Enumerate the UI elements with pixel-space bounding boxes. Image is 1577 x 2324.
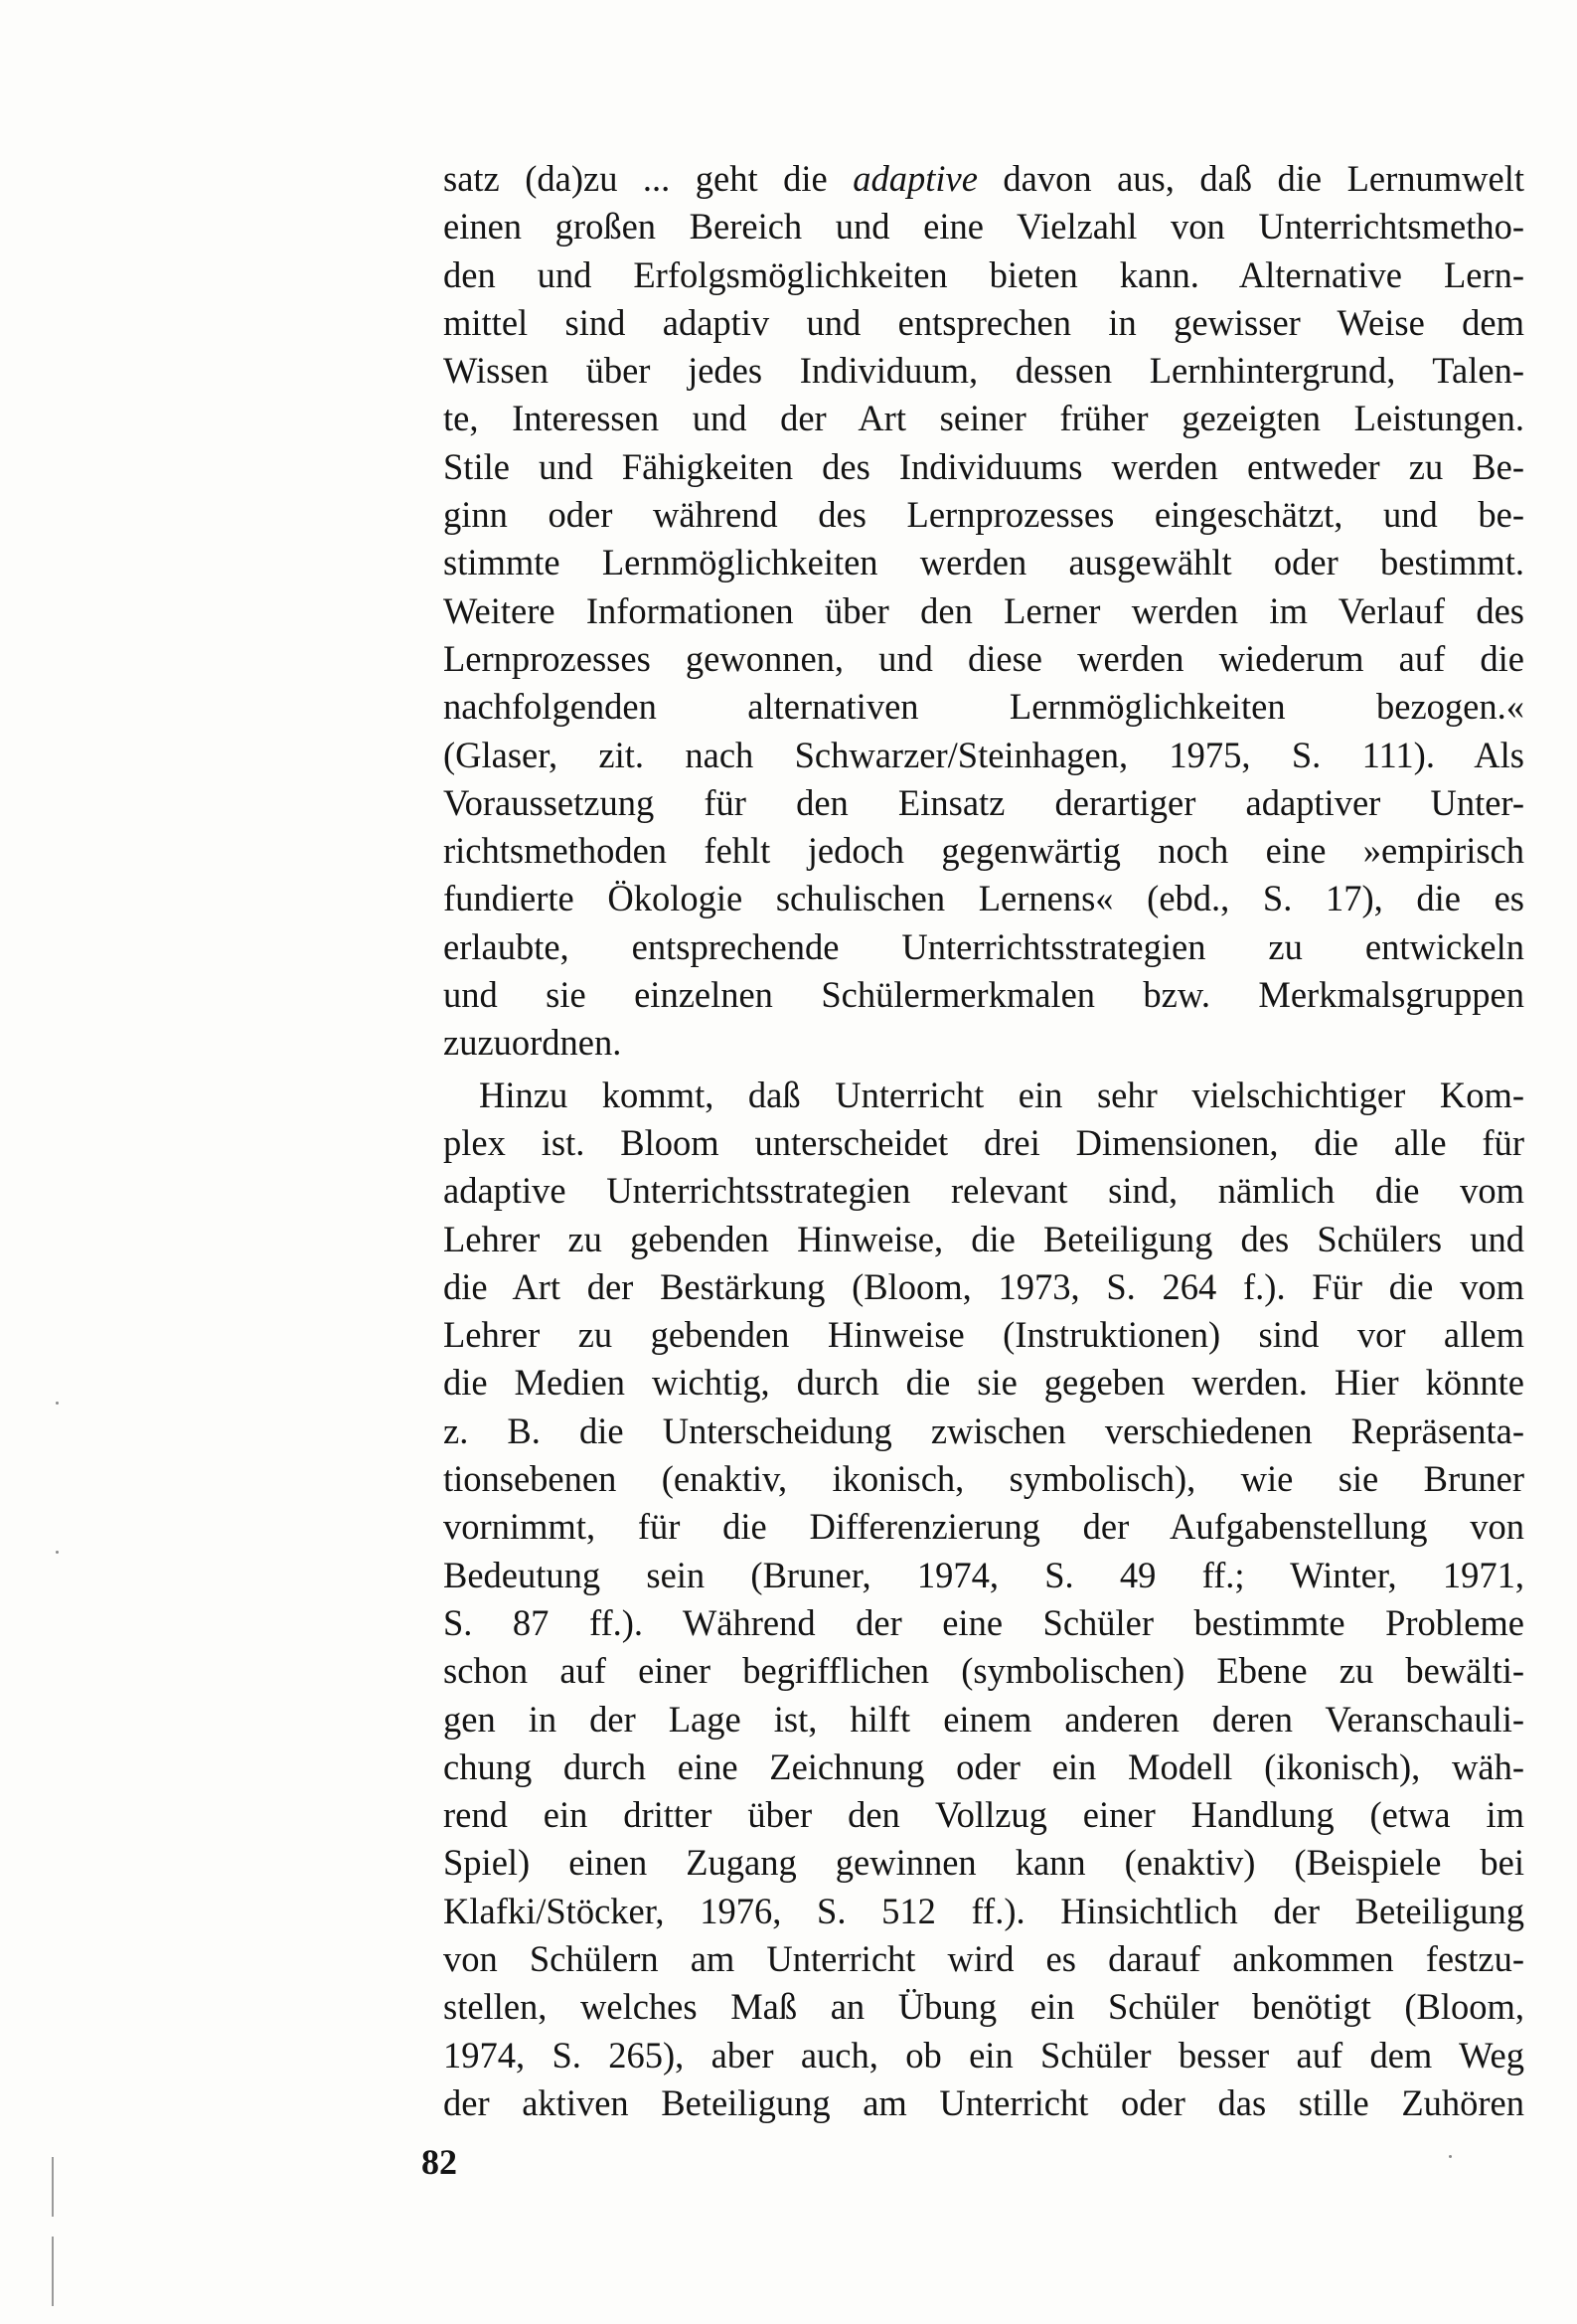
text-line: te, Interessen und der Art seiner früher gezeigten Leistungen. bbox=[443, 398, 1524, 439]
text-line bbox=[443, 155, 1524, 203]
text-line: Klafki/Stöcker, 1976, S. 512 ff.). Hinsichtlich der Beteiligung bbox=[443, 1890, 1524, 1931]
text-line: die Art der Bestärkung (Bloom, 1973, S. 264 f.). Für die vom bbox=[443, 1265, 1524, 1307]
text-line: Weitere Informationen über den Lerner werden im Verlauf des bbox=[443, 589, 1524, 631]
text-line: gen in der Lage ist, hilft einem anderen deren Veranschauli- bbox=[443, 1698, 1524, 1740]
text-line: Wissen über jedes Individuum, dessen Lernhintergrund, Talen- bbox=[443, 350, 1524, 392]
text-line: mittel sind adaptiv und entsprechen in gewisser Weise dem bbox=[443, 301, 1524, 343]
emphasis-adaptive: adaptive bbox=[853, 158, 978, 199]
text-line: zuzuordnen. bbox=[443, 1022, 622, 1064]
text-line: Spiel) einen Zugang gewinnen kann (enaktiv) (Beispiele bei bbox=[443, 1842, 1524, 1884]
text-line: nachfolgenden alternativen Lernmöglichkeiten bezogen.« bbox=[443, 686, 1524, 728]
text-line: den und Erfolgsmöglichkeiten bieten kann. Alternative Lern- bbox=[443, 253, 1524, 295]
text-line: richtsmethoden fehlt jedoch gegenwärtig noch eine »empirisch bbox=[443, 830, 1524, 872]
text-line: (Glaser, zit. nach Schwarzer/Steinhagen, 1975, S. 111). Als bbox=[443, 734, 1524, 775]
text-line: adaptive Unterrichtsstrategien relevant sind, nämlich die vom bbox=[443, 1170, 1524, 1212]
text-line: die Medien wichtig, durch die sie gegeben werden. Hier könnte bbox=[443, 1362, 1524, 1404]
text-line: chung durch eine Zeichnung oder ein Modell (ikonisch), wäh- bbox=[443, 1745, 1524, 1787]
text-line: 1974, S. 265), aber auch, ob ein Schüler besser auf dem Weg bbox=[443, 2034, 1524, 2075]
body-text bbox=[443, 155, 1524, 2127]
text-line: der aktiven Beteiligung am Unterricht oder das stille Zuhören bbox=[443, 2081, 1524, 2123]
text-line: Stile und Fähigkeiten des Individuums werden entweder zu Be- bbox=[443, 445, 1524, 487]
text-line: einen großen Bereich und eine Vielzahl von Unterrichtsmetho- bbox=[443, 206, 1524, 248]
scan-speck bbox=[1449, 2155, 1452, 2158]
text-line-end: davon aus, daß die Lernumwelt bbox=[977, 158, 1525, 199]
text-line: Bedeutung sein (Bruner, 1974, S. 49 ff.; Winter, 1971, bbox=[443, 1554, 1524, 1595]
text-line: rend ein dritter über den Vollzug einer Handlung (etwa im bbox=[443, 1794, 1524, 1836]
text-line: Lehrer zu gebenden Hinweise (Instruktionen) sind vor allem bbox=[443, 1314, 1524, 1356]
text-line: ginn oder während des Lernprozesses eingeschätzt, und be- bbox=[443, 494, 1524, 536]
text-line: Voraussetzung für den Einsatz derartiger adaptiver Unter- bbox=[443, 781, 1524, 823]
text-line: schon auf einer begrifflichen (symbolischen) Ebene zu bewälti- bbox=[443, 1650, 1524, 1692]
scan-speck bbox=[56, 1551, 59, 1554]
text-line: erlaubte, entsprechende Unterrichtsstrategien zu entwickeln bbox=[443, 925, 1524, 967]
text-line: und sie einzelnen Schülermerkmalen bzw. Merkmalsgruppen bbox=[443, 974, 1524, 1016]
text-line: von Schülern am Unterricht wird es darauf ankommen festzu- bbox=[443, 1937, 1524, 1979]
text-line: Lehrer zu gebenden Hinweise, die Beteiligung des Schülers und bbox=[443, 1218, 1524, 1259]
text-line: tionsebenen (enaktiv, ikonisch, symbolisch), wie sie Bruner bbox=[443, 1458, 1524, 1500]
text-line: plex ist. Bloom unterscheidet drei Dimensionen, die alle für bbox=[443, 1121, 1524, 1163]
scan-speck bbox=[56, 1402, 59, 1405]
text-line: stimmte Lernmöglichkeiten werden ausgewählt oder bestimmt. bbox=[443, 542, 1524, 583]
text-line: fundierte Ökologie schulischen Lernens« (ebd., S. 17), die es bbox=[443, 878, 1524, 919]
text-line: vornimmt, für die Differenzierung der Aufgabenstellung von bbox=[443, 1506, 1524, 1548]
text-line: z. B. die Unterscheidung zwischen verschiedenen Repräsenta- bbox=[443, 1410, 1524, 1451]
text-line: S. 87 ff.). Während der eine Schüler bestimmte Probleme bbox=[443, 1601, 1524, 1643]
text-line-start: satz (da)zu ... geht die bbox=[443, 158, 854, 199]
page-number: 82 bbox=[421, 2142, 457, 2182]
text-line: Lernprozesses gewonnen, und diese werden wiederum auf die bbox=[443, 637, 1524, 679]
text-line: stellen, welches Maß an Übung ein Schüler benötigt (Bloom, bbox=[443, 1986, 1524, 2028]
scan-edge-mark bbox=[52, 2237, 54, 2306]
text-line: Hinzu kommt, daß Unterricht ein sehr vielschichtiger Kom- bbox=[479, 1074, 1524, 1115]
scan-edge-mark bbox=[52, 2157, 54, 2217]
